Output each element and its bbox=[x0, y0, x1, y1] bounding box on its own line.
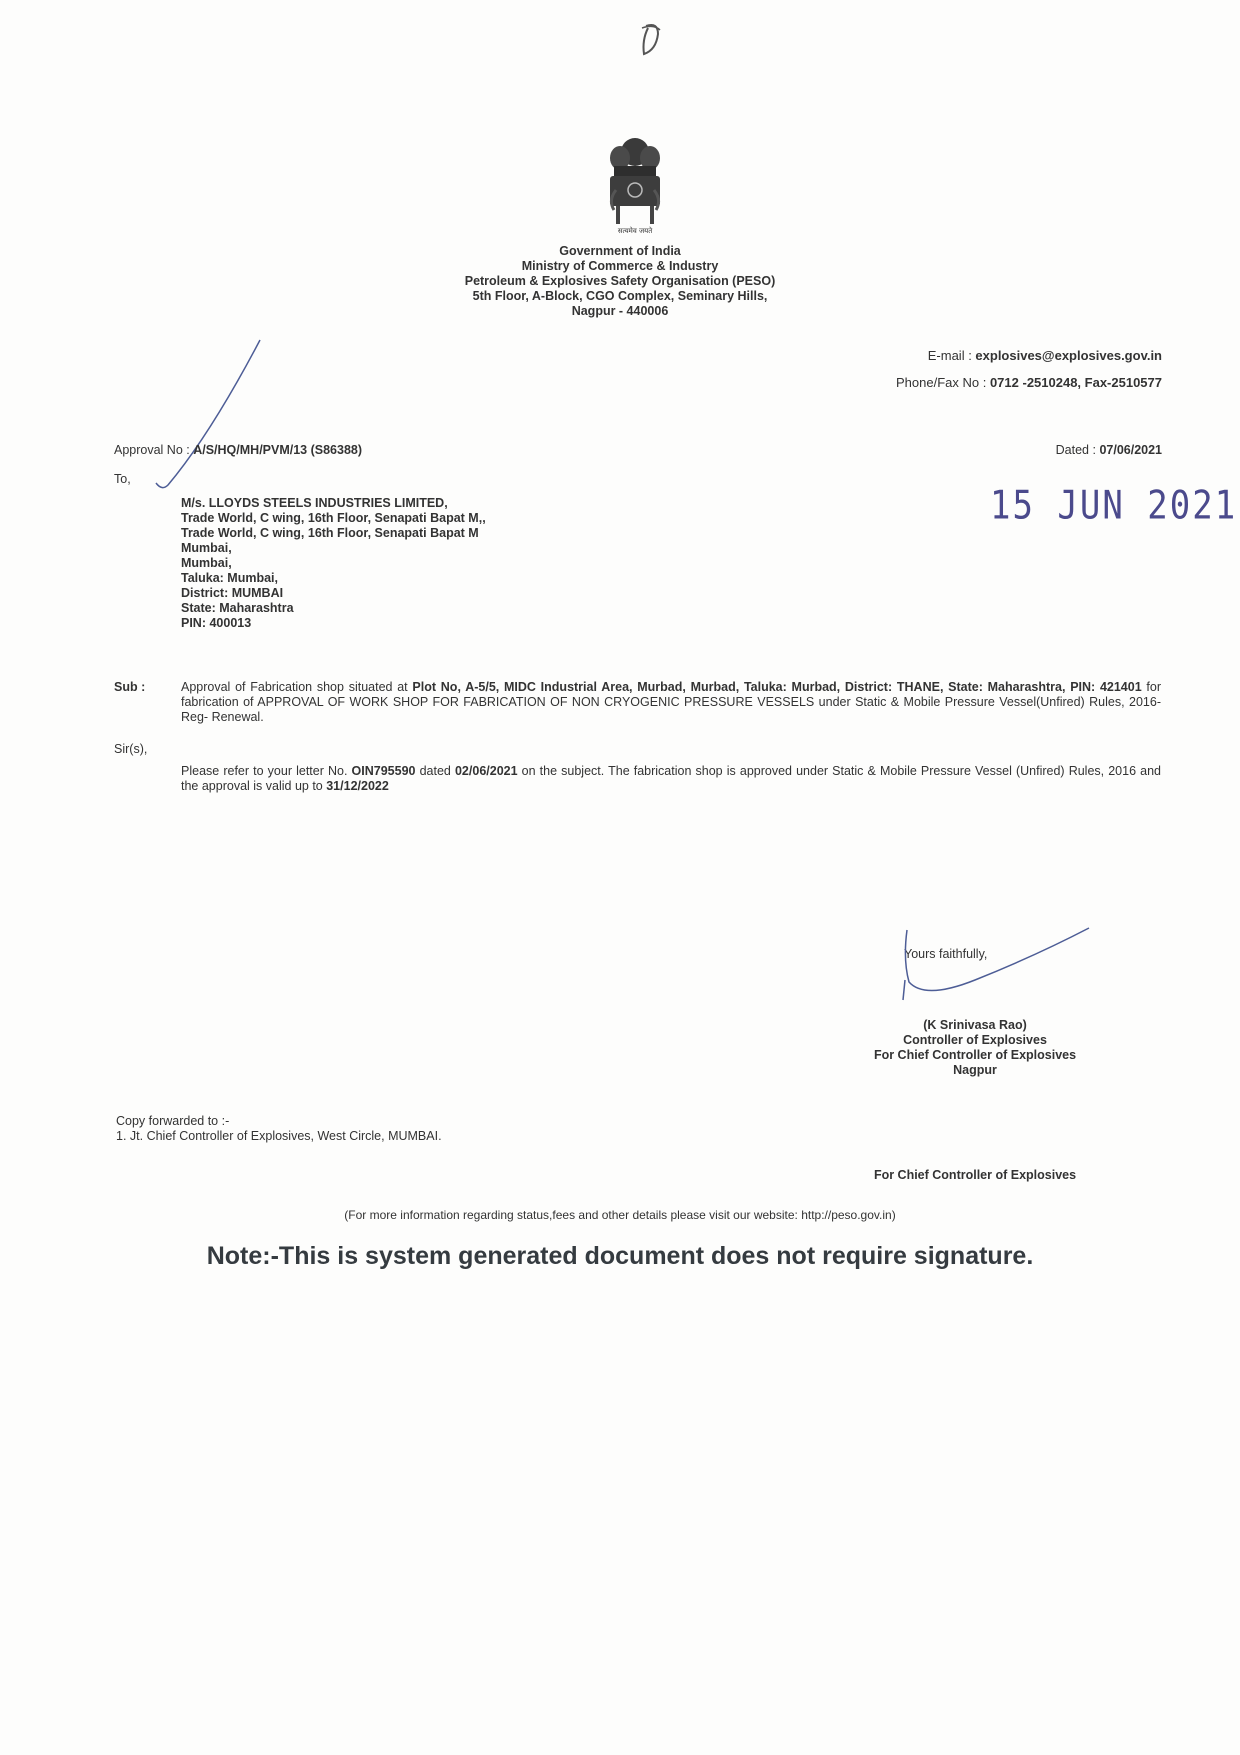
copy-item: 1. Jt. Chief Controller of Explosives, West Circle, MUMBAI. bbox=[116, 1129, 442, 1143]
subject-label: Sub : bbox=[114, 680, 146, 694]
approval-date: 07/06/2021 bbox=[1099, 443, 1162, 457]
signatory-block bbox=[820, 1018, 1130, 1078]
body-text-part: dated bbox=[415, 764, 455, 778]
system-generated-note: Note:-This is system generated document does not require signature. bbox=[206, 1242, 1034, 1270]
address-line: Taluka: Mumbai, bbox=[181, 571, 279, 585]
signatory-for: For Chief Controller of Explosives bbox=[873, 1048, 1077, 1062]
header-address: 5th Floor, A-Block, CGO Complex, Seminary Hills, bbox=[472, 289, 768, 303]
address-line: Trade World, C wing, 16th Floor, Senapati Bapat M bbox=[181, 526, 479, 540]
signatory-designation: Controller of Explosives bbox=[903, 1033, 1047, 1047]
letter-number: OIN795590 bbox=[351, 764, 416, 778]
emblem-motto: सत्यमेव जयते bbox=[617, 227, 653, 235]
signatory-place: Nagpur bbox=[953, 1063, 997, 1077]
header-ministry: Ministry of Commerce & Industry bbox=[521, 259, 719, 273]
address-line: Mumbai, bbox=[181, 541, 232, 555]
header-city: Nagpur - 440006 bbox=[571, 304, 669, 318]
copy-label: Copy forwarded to :- bbox=[116, 1114, 230, 1128]
email-address: explosives@explosives.gov.in bbox=[975, 348, 1162, 363]
address-line: PIN: 400013 bbox=[181, 616, 252, 630]
subject-location: Plot No, A-5/5, MIDC Industrial Area, Murbad, Murbad, Taluka: Murbad, District: THANE, State: Maharashtra, PIN: 421401 bbox=[412, 680, 1142, 694]
header-government: Government of India bbox=[559, 244, 681, 258]
phone-label: Phone/Fax No : bbox=[896, 375, 990, 390]
address-line: District: MUMBAI bbox=[181, 586, 284, 600]
copy-forwarded bbox=[116, 1114, 442, 1144]
received-date-stamp: 15 JUN 2021 bbox=[990, 483, 1238, 529]
approval-line bbox=[114, 443, 362, 457]
address-line: M/s. LLOYDS STEELS INDUSTRIES LIMITED, bbox=[181, 496, 448, 510]
address-line: Mumbai, bbox=[181, 556, 232, 570]
address-line: Trade World, C wing, 16th Floor, Senapati Bapat M,, bbox=[181, 511, 486, 525]
letter-header bbox=[0, 244, 1240, 319]
subject-text-part: Approval of Fabrication shop situated at bbox=[181, 680, 413, 694]
approval-label: Approval No : bbox=[114, 443, 194, 457]
signatory-name: (K Srinivasa Rao) bbox=[923, 1018, 1027, 1032]
handwritten-mark-icon bbox=[636, 20, 666, 60]
address-line: State: Maharashtra bbox=[181, 601, 294, 615]
dated-line bbox=[1056, 443, 1162, 457]
signature-stroke-icon bbox=[895, 920, 1095, 1010]
for-chief-controller: For Chief Controller of Explosives bbox=[873, 1168, 1077, 1182]
phone-line bbox=[896, 375, 1162, 390]
dated-label: Dated : bbox=[1055, 443, 1100, 457]
subject-text bbox=[181, 680, 1161, 725]
subject-text-part: for fabrication of APPROVAL OF WORK SHOP FOR FABRICATION OF NON CRYOGENIC PRESSURE VESSELS under Static & Mobile Pressure Vessel(Unfired) Rules, 2016-Reg- Renewal. bbox=[181, 680, 1162, 724]
to-label: To, bbox=[114, 472, 131, 486]
email-label: E-mail : bbox=[927, 348, 976, 363]
website-note: (For more information regarding status,fees and other details please visit our website: http://peso.gov.in) bbox=[344, 1208, 896, 1222]
header-organisation: Petroleum & Explosives Safety Organisation (PESO) bbox=[464, 274, 776, 288]
body-text-part: Please refer to your letter No. bbox=[181, 764, 352, 778]
body-text-part: on the subject. The fabrication shop is approved under Static & Mobile Pressure Vessel (Unfired) Rules, 2016 and the approval is valid up to bbox=[181, 764, 1161, 793]
closing-line: Yours faithfully, bbox=[904, 947, 988, 961]
recipient-address bbox=[181, 496, 486, 631]
pen-stroke-icon bbox=[150, 335, 270, 495]
approval-number: A/S/HQ/MH/PVM/13 (S86388) bbox=[193, 443, 363, 457]
letter-date: 02/06/2021 bbox=[454, 764, 518, 778]
phone-number: 0712 -2510248, Fax-2510577 bbox=[989, 375, 1162, 390]
national-emblem-icon bbox=[600, 130, 670, 240]
valid-upto-date: 31/12/2022 bbox=[326, 779, 389, 793]
salutation: Sir(s), bbox=[114, 742, 148, 756]
body-paragraph bbox=[181, 764, 1161, 794]
email-line bbox=[928, 348, 1162, 363]
